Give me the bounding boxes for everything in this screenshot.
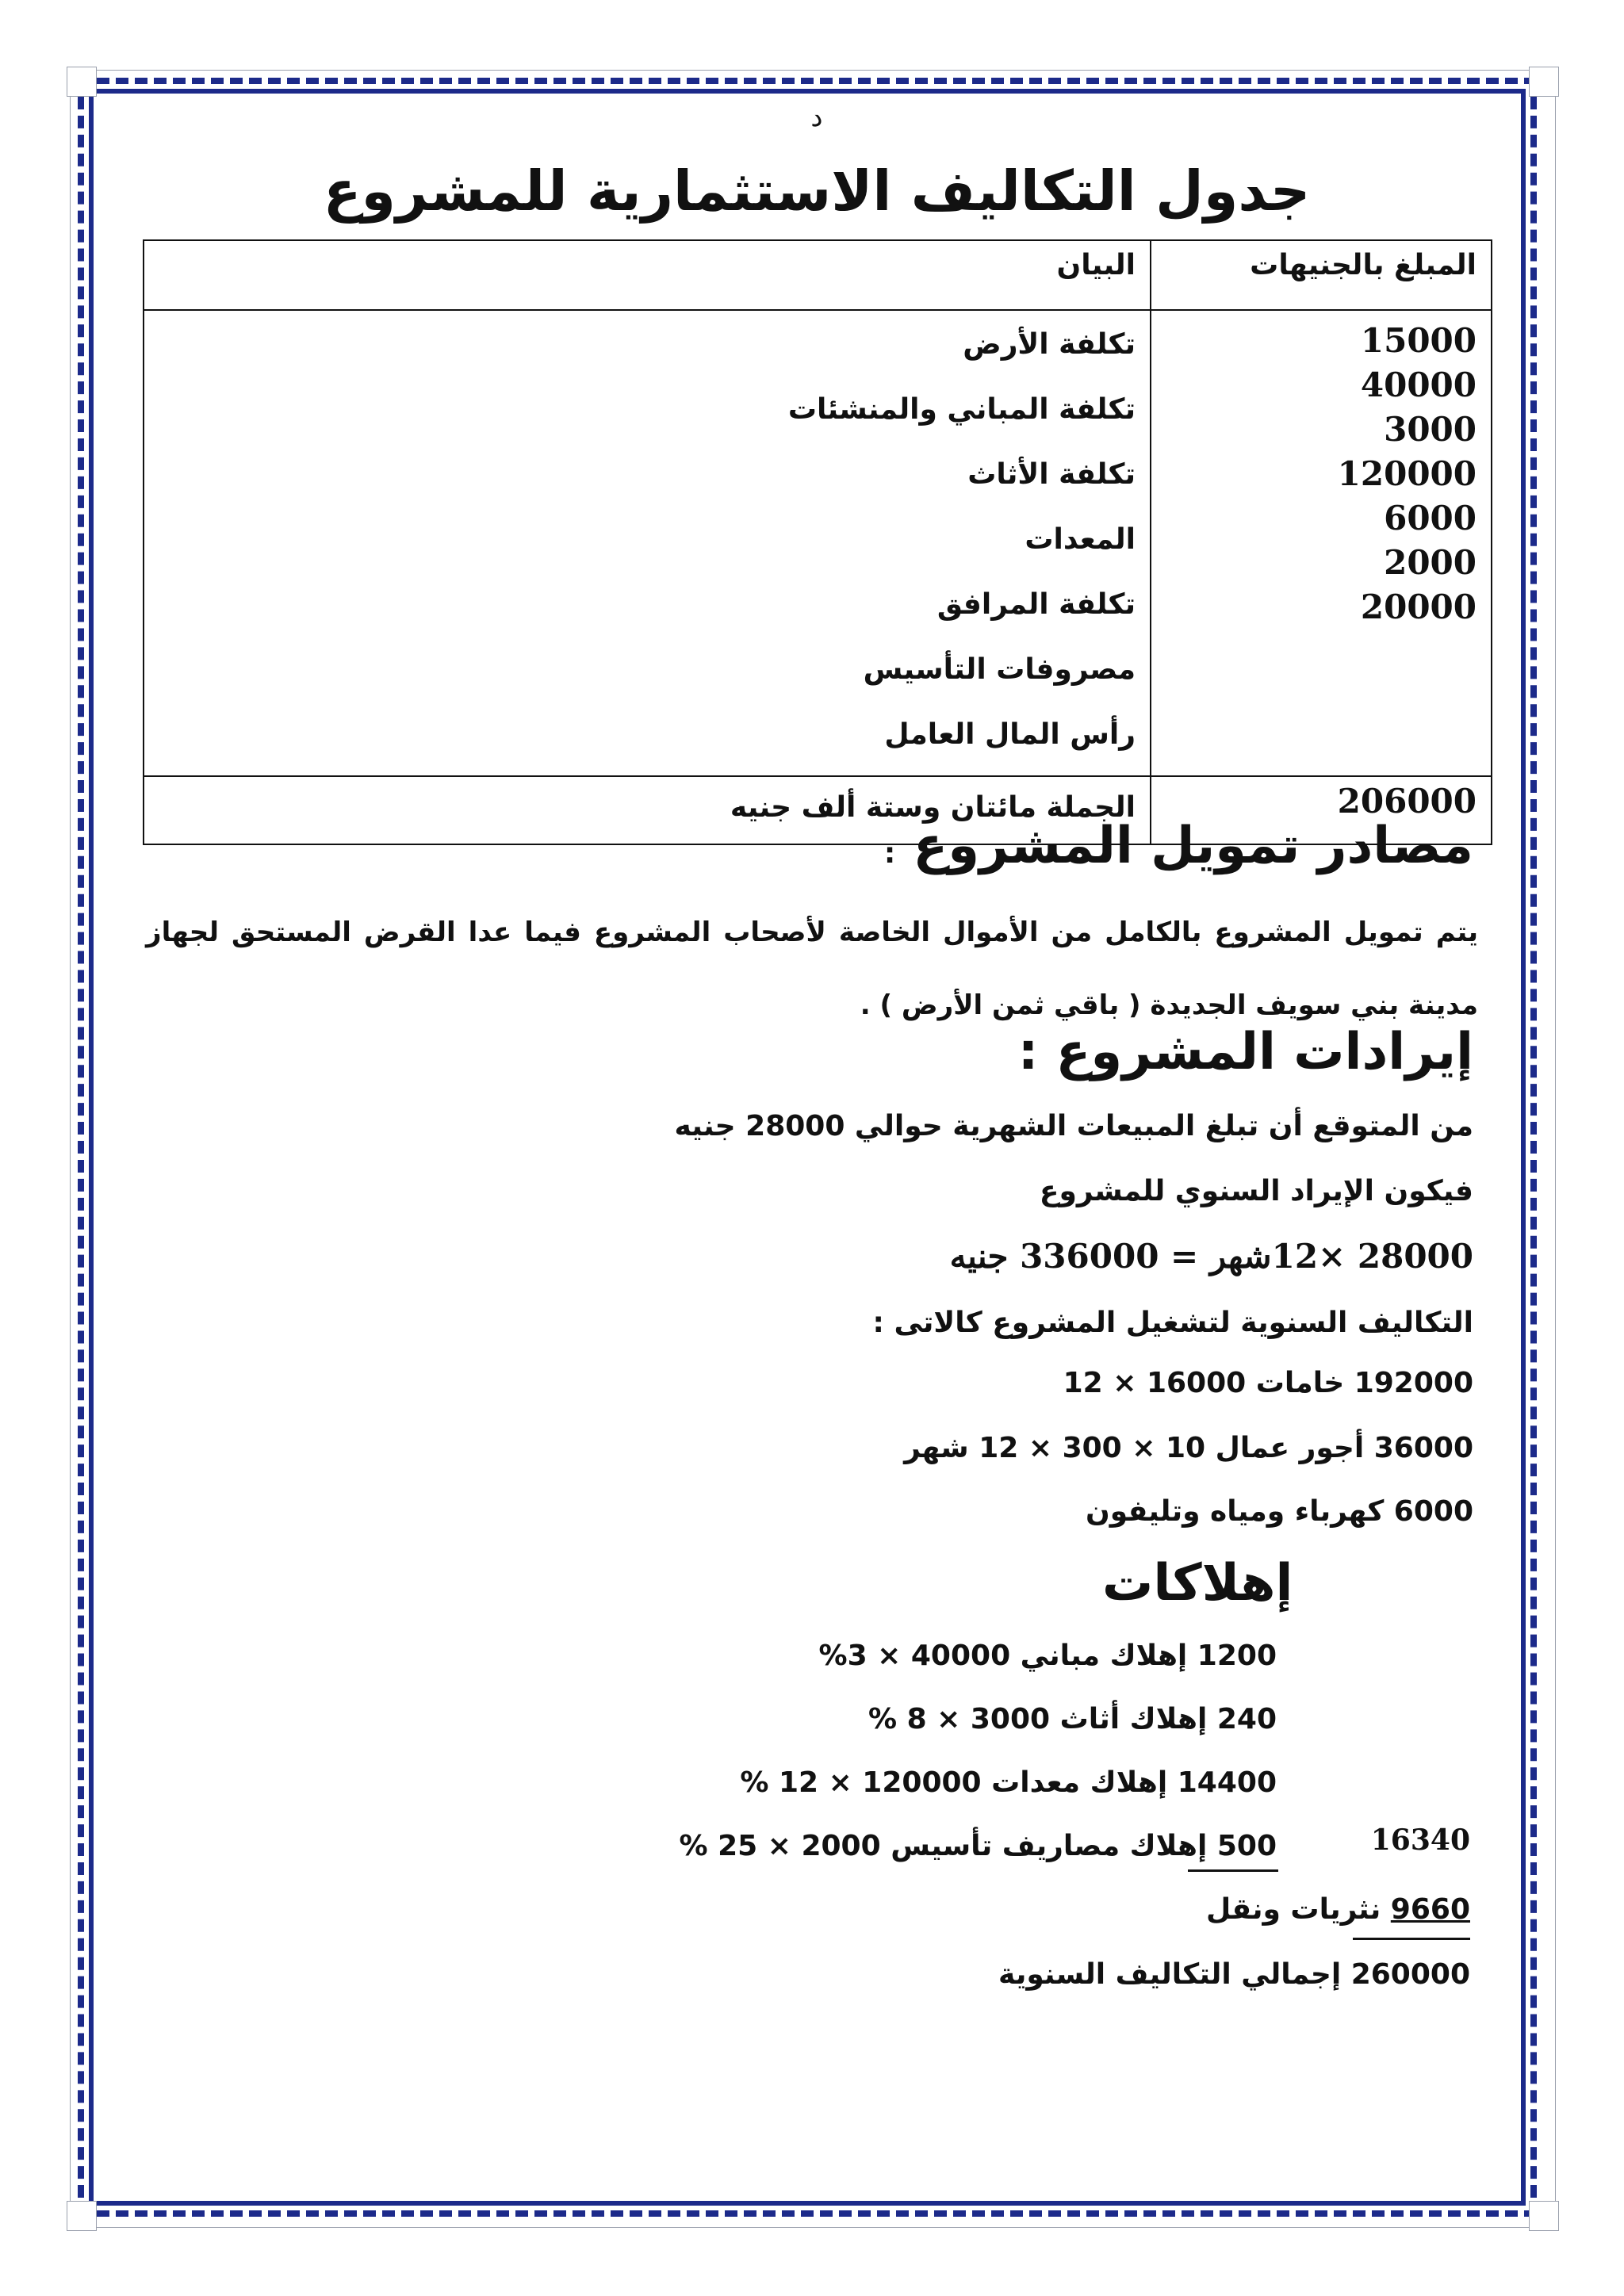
investment-cost-table bbox=[143, 239, 1492, 845]
transport-line bbox=[1206, 1893, 1470, 1926]
page-title: جدول التكاليف الاستثمارية للمشروع bbox=[323, 159, 1311, 224]
depreciation-row: 14400 إهلاك معدات 120000 × 12 % bbox=[740, 1766, 1277, 1799]
annual-total-line bbox=[998, 1958, 1470, 1991]
amount-value: 20000 bbox=[1360, 587, 1477, 626]
amount-value: 40000 bbox=[1360, 365, 1477, 404]
funding-heading-text: مصادر تمويل المشروع bbox=[913, 817, 1473, 875]
header-item: البيان bbox=[144, 240, 1151, 310]
revenue-line: فيكون الإيراد السنوي للمشروع bbox=[1039, 1175, 1473, 1207]
cost-raw-materials: 192000 خامات 16000 × 12 bbox=[1063, 1367, 1473, 1399]
depreciation-heading: إهلاكات bbox=[1102, 1554, 1293, 1613]
item-label: تكلفة الأرض bbox=[963, 328, 1136, 361]
item-label: المعدات bbox=[1025, 523, 1136, 556]
transport-label: نثريات ونقل bbox=[1205, 1893, 1381, 1926]
annual-costs-intro: التكاليف السنوية لتشغيل المشروع كالاتى : bbox=[872, 1307, 1473, 1339]
page-marker: د bbox=[810, 101, 823, 133]
depreciation-row: 1200 إهلاك مباني 40000 × 3% bbox=[818, 1640, 1277, 1672]
amount-value: 3000 bbox=[1384, 410, 1477, 449]
amount-value: 120000 bbox=[1337, 454, 1477, 493]
depreciation-row: 240 إهلاك أثاث 3000 × 8 % bbox=[868, 1703, 1277, 1735]
revenue-calculation: 28000 ×12شهر = 336000 جنيه bbox=[949, 1237, 1473, 1276]
cost-utilities: 6000 كهرباء ومياه وتليفون bbox=[1086, 1495, 1473, 1528]
amount-value: 6000 bbox=[1384, 499, 1477, 538]
funding-heading bbox=[884, 817, 1473, 875]
total-rule bbox=[1353, 1938, 1470, 1940]
annual-total-label: إجمالي التكاليف السنوية bbox=[998, 1958, 1342, 1991]
item-label: مصروفات التأسيس bbox=[863, 653, 1136, 686]
revenue-heading: إيرادات المشروع : bbox=[1017, 1023, 1473, 1081]
depreciation-row: 500 إهلاك مصاريف تأسيس 2000 × 25 % bbox=[679, 1830, 1277, 1862]
table-header-row bbox=[144, 240, 1492, 310]
header-amount: المبلغ بالجنيهات bbox=[1151, 240, 1492, 310]
items-cell bbox=[144, 310, 1151, 776]
funding-paragraph: يتم تمويل المشروع بالكامل من الأموال الخاصة لأصحاب المشروع فيما عدا القرض المستحق لجهاز مدينة بني سويف الجديدة ( باقي ثمن الأرض ) . bbox=[146, 916, 1478, 1021]
item-label: رأس المال العامل bbox=[884, 718, 1136, 751]
total-label: الجملة مائتان وستة ألف جنيه bbox=[730, 791, 1136, 824]
revenue-line: من المتوقع أن تبلغ المبيعات الشهرية حوالي 28000 جنيه bbox=[674, 1110, 1473, 1142]
amount-value: 2000 bbox=[1384, 543, 1477, 582]
transport-amount: 9660 bbox=[1390, 1893, 1470, 1926]
amount-value: 15000 bbox=[1360, 321, 1477, 360]
funding-colon: : bbox=[883, 837, 896, 870]
item-label: تكلفة الأثاث bbox=[967, 458, 1136, 491]
cost-wages: 36000 أجور عمال 10 × 300 × 12 شهر bbox=[904, 1432, 1473, 1464]
item-label: تكلفة المرافق bbox=[936, 588, 1136, 621]
subtotal-underline bbox=[1188, 1869, 1278, 1872]
item-label: تكلفة المباني والمنشئات bbox=[787, 393, 1136, 426]
depreciation-subtotal: 16340 bbox=[1370, 1823, 1470, 1857]
table-body-row bbox=[144, 310, 1492, 776]
total-amount: 206000 bbox=[1337, 782, 1477, 821]
amounts-cell bbox=[1151, 310, 1492, 776]
annual-total-amount: 260000 bbox=[1350, 1958, 1470, 1991]
